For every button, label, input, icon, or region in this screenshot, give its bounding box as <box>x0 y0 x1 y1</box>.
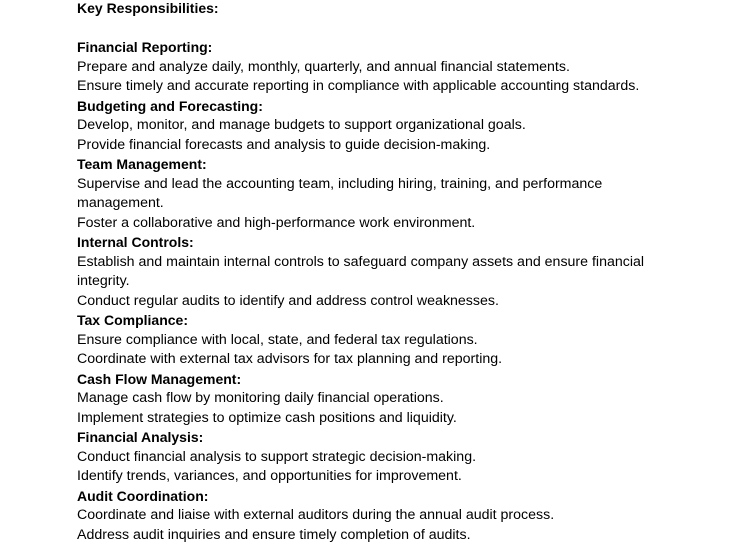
section-financial-analysis <box>77 428 717 487</box>
section-internal-controls <box>77 233 717 311</box>
section-line: Manage cash flow by monitoring daily financial operations. <box>77 390 444 406</box>
section-line: Coordinate and liaise with external auditors during the annual audit process. <box>77 507 555 523</box>
section-line: Supervise and lead the accounting team, including hiring, training, and performance <box>77 175 603 192</box>
section-line: management. <box>77 195 164 211</box>
section-line: Develop, monitor, and manage budgets to support organizational goals. <box>77 117 526 133</box>
document-title: Key Responsibilities: <box>77 0 219 16</box>
section-line: Conduct financial analysis to support strategic decision-making. <box>77 448 477 465</box>
section-financial-reporting <box>77 38 717 97</box>
section-heading: Audit Coordination: <box>77 487 209 504</box>
blank-line <box>77 19 717 39</box>
section-audit-coordination <box>77 487 717 546</box>
section-heading: Team Management: <box>77 156 207 172</box>
section-heading: Budgeting and Forecasting: <box>77 97 263 114</box>
section-heading: Tax Compliance: <box>77 312 188 328</box>
section-line: Conduct regular audits to identify and address control weaknesses. <box>77 292 499 309</box>
section-line: Foster a collaborative and high-performance work environment. <box>77 214 476 231</box>
section-heading: Financial Reporting: <box>77 39 213 55</box>
section-line: integrity. <box>77 273 130 289</box>
section-team-management <box>77 155 717 233</box>
section-line: Ensure compliance with local, state, and federal tax regulations. <box>77 331 478 348</box>
section-line: Provide financial forecasts and analysis to guide decision-making. <box>77 136 491 153</box>
section-heading: Cash Flow Management: <box>77 370 242 387</box>
section-line: Identify trends, variances, and opportunities for improvement. <box>77 468 462 484</box>
section-tax-compliance <box>77 311 717 370</box>
section-budgeting-forecasting <box>77 97 717 156</box>
section-cash-flow-management <box>77 370 717 429</box>
section-line: Ensure timely and accurate reporting in compliance with applicable accounting standards. <box>77 78 640 94</box>
section-line: Prepare and analyze daily, monthly, quarterly, and annual financial statements. <box>77 58 570 75</box>
section-line: Address audit inquiries and ensure timely completion of audits. <box>77 526 471 543</box>
document-page <box>77 0 717 545</box>
section-heading: Financial Analysis: <box>77 429 204 445</box>
section-line: Establish and maintain internal controls to safeguard company assets and ensure financial <box>77 253 645 270</box>
section-heading: Internal Controls: <box>77 234 194 250</box>
section-line: Coordinate with external tax advisors for tax planning and reporting. <box>77 351 503 367</box>
section-line: Implement strategies to optimize cash positions and liquidity. <box>77 409 457 426</box>
